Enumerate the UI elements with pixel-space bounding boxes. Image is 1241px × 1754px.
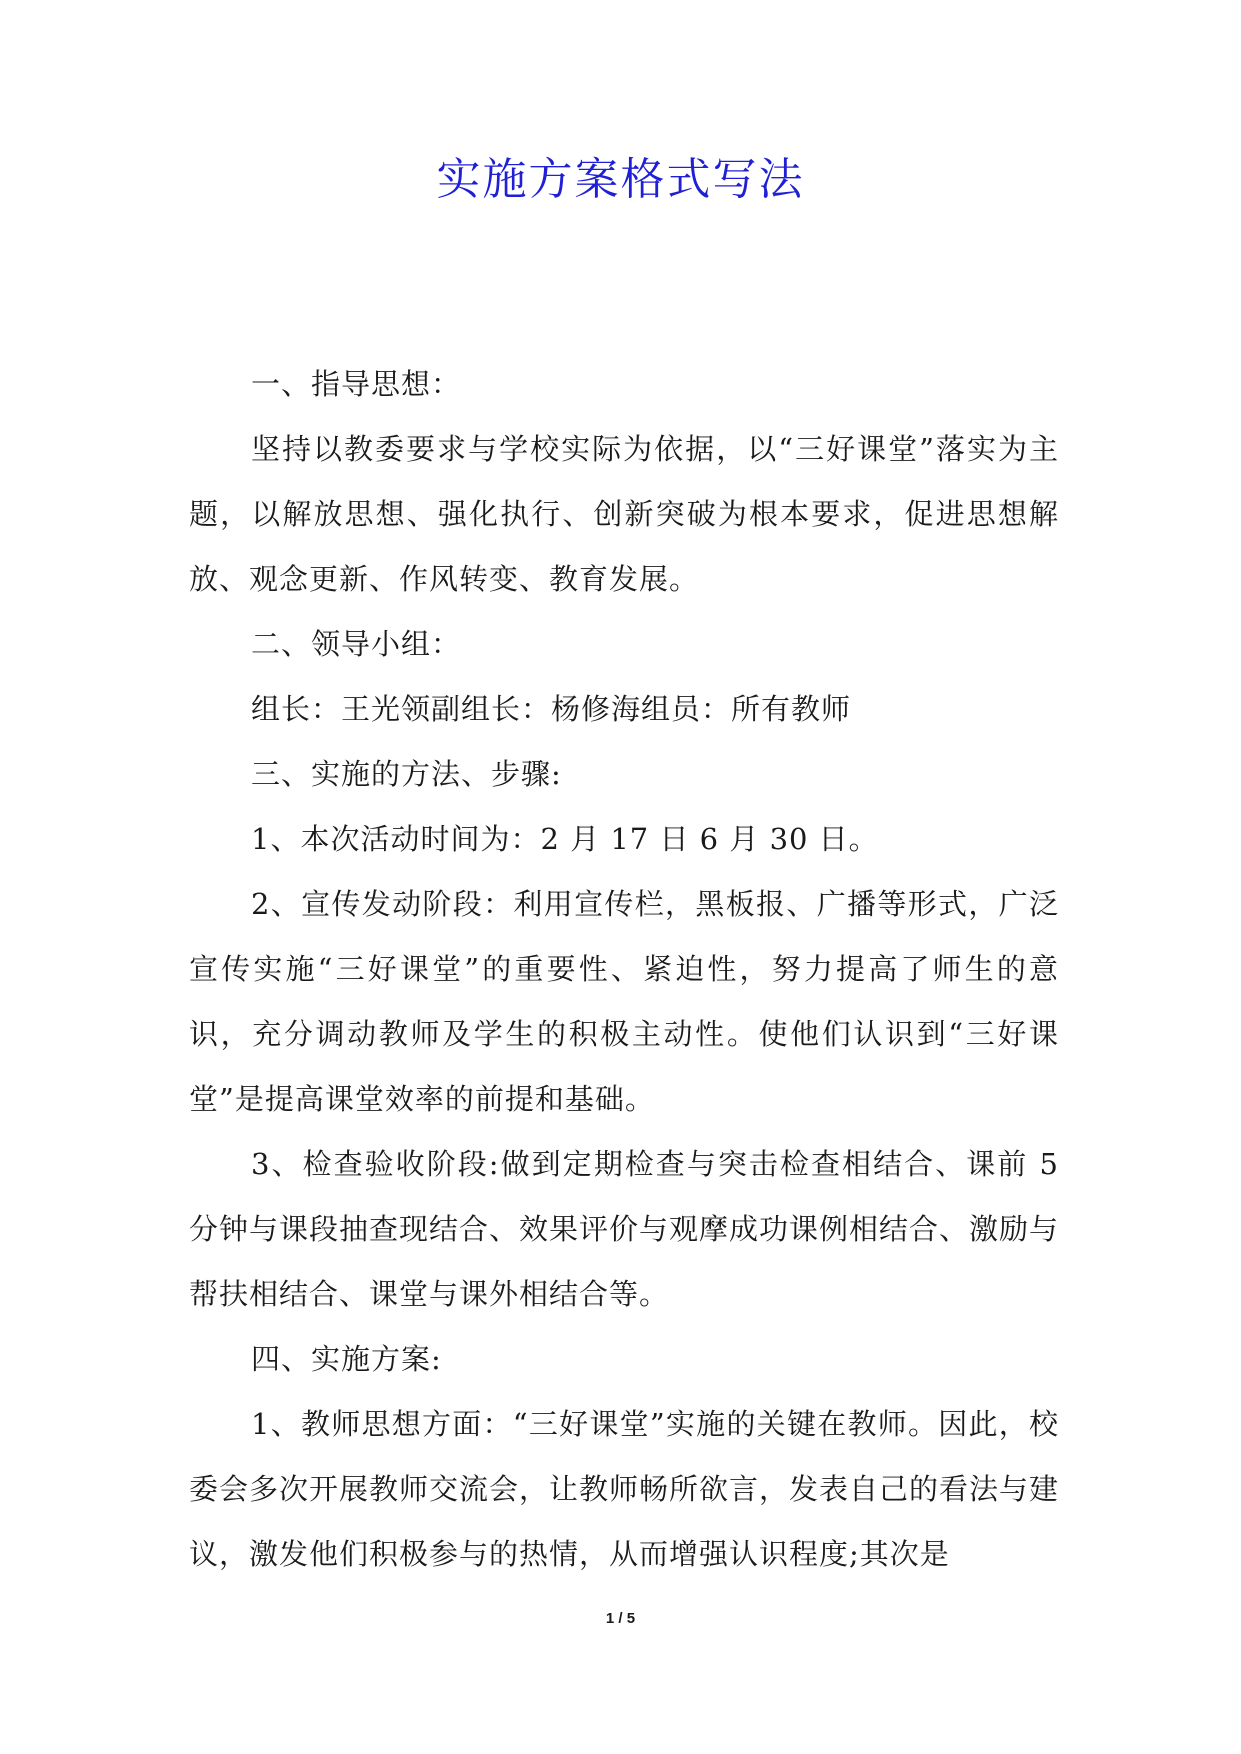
- page-number: 1 / 5: [605, 1610, 636, 1627]
- paragraph-guiding-thought: 坚持以教委要求与学校实际为依据，以“三好课堂”落实为主题，以解放思想、强化执行、创新突破为根本要求，促进思想解放、观念更新、作风转变、教育发展。: [189, 432, 1059, 596]
- section-heading-methods-steps: 三、实施的方法、步骤:: [251, 757, 562, 791]
- section-heading-guiding-thought: 一、指导思想：: [251, 367, 462, 401]
- paragraph-activity-time: 1、本次活动时间为：2 月 17 日 6 月 30 日。: [251, 822, 879, 856]
- page-title: 实施方案格式写法: [436, 154, 805, 205]
- section-heading-implementation-plan: 四、实施方案:: [251, 1342, 442, 1376]
- paragraph-teacher-thinking: 1、教师思想方面：“三好课堂”实施的关键在教师。因此，校委会多次开展教师交流会，让教师畅所欲言，发表自己的看法与建议，激发他们积极参与的热情，从而增强认识程度;其次是: [189, 1407, 1060, 1571]
- section-heading-leadership-group: 二、领导小组：: [251, 627, 462, 661]
- paragraph-leadership-members: 组长：王光领副组长：杨修海组员：所有教师: [251, 692, 852, 726]
- paragraph-publicity-stage: 2、宣传发动阶段：利用宣传栏，黑板报、广播等形式，广泛宣传实施“三好课堂”的重要性、紧迫性，努力提高了师生的意识，充分调动教师及学生的积极主动性。使他们认识到“三好课堂”是提高课堂效率的前提和基础。: [189, 887, 1059, 1116]
- paragraph-inspection-stage: 3、检查验收阶段:做到定期检查与突击检查相结合、课前 5 分钟与课段抽查现结合、效果评价与观摩成功课例相结合、激励与帮扶相结合、课堂与课外相结合等。: [189, 1147, 1060, 1311]
- document-body: [189, 352, 1059, 1587]
